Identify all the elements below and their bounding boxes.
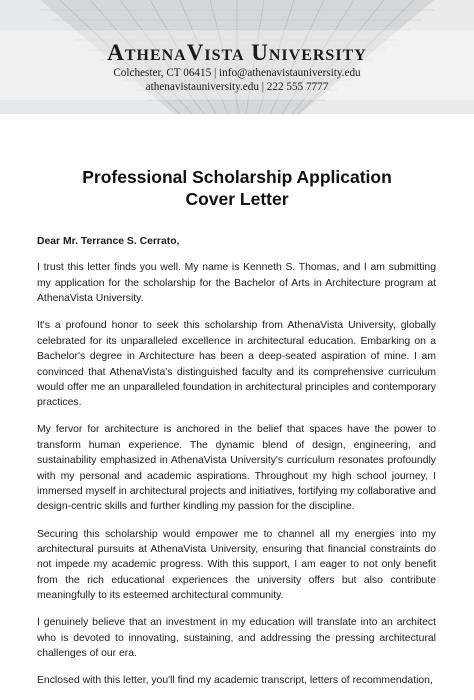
contact-address-email: Colchester, CT 06415 | info@athenavistauniversity.edu: [113, 67, 361, 79]
letterhead-text: [0, 40, 474, 94]
university-name: AthenaVista University: [107, 40, 367, 65]
paragraph-enclosures: Enclosed with this letter, you'll find my academic transcript, letters of recommendation,: [37, 675, 433, 687]
paragraph-honor: It's a profound honor to seek this scholarship from AthenaVista University, globally celebrated for its unparalleled excellence in architectural education. Embarking on a Bachelor's degree in Architecture has been a deep-seated aspiration of mine. I am convinced that AthenaVista's distinguished faculty and its comprehensive curriculum would offer me an unparalleled foundation in architectural principles and contemporary practices.: [37, 320, 436, 409]
title-line-2: Cover Letter: [185, 189, 289, 209]
letter-body: [37, 234, 436, 700]
document-title: [0, 166, 474, 210]
paragraph-securing: Securing this scholarship would empower me to channel all my energies into my architectural pursuits at AthenaVista University, ensuring that financial constraints do not impede my academic progress. With this support, I am eager to not only benefit from the rich educational experiences the university offers but also contribute meaningfully to its esteemed architectural community.: [37, 528, 436, 602]
paragraph-fervor: My fervor for architecture is anchored in the belief that spaces have the power to transform human experience. The dynamic blend of design, engineering, and sustainability emphasized in AthenaVista University's curriculum resonates profoundly with my personal and academic aspirations. Throughout my high school journey, I immersed myself in architectural projects and initiatives, fortifying my collaborative and design-centric skills and further kindling my passion for the discipline.: [37, 424, 436, 513]
paragraph-investment: I genuinely believe that an investment in my education will translate into an architect who is devoted to innovating, sustaining, and addressing the pressing architectural challenges of our era.: [37, 617, 436, 660]
salutation: Dear Mr. Terrance S. Cerrato,: [37, 236, 180, 247]
letterhead-banner: [0, 0, 474, 114]
paragraph-introduction: I trust this letter finds you well. My name is Kenneth S. Thomas, and I am submitting my application for the scholarship for the Bachelor of Arts in Architecture program at AthenaVista University.: [37, 262, 436, 305]
contact-website-phone: athenavistauniversity.edu | 222 555 7777: [145, 81, 329, 93]
title-line-1: Professional Scholarship Application: [82, 167, 392, 187]
